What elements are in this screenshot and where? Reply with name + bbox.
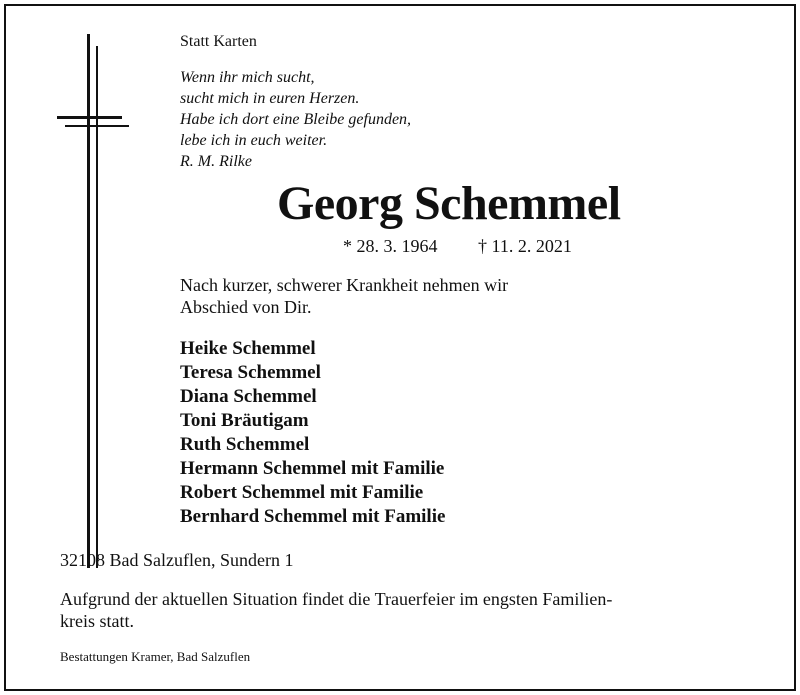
mourner-name: Diana Schemmel — [180, 386, 317, 407]
message-line: Nach kurzer, schwerer Krankheit nehmen wir — [180, 275, 509, 295]
undertaker-credit: Bestattungen Kramer, Bad Salzuflen — [60, 649, 251, 664]
farewell-message — [180, 274, 508, 318]
mourner-name: Heike Schemmel — [180, 338, 316, 359]
poem-line: Habe ich dort eine Bleibe gefunden, — [180, 111, 412, 128]
poem-author: R. M. Rilke — [180, 153, 252, 170]
poem-line: Wenn ihr mich sucht, — [180, 69, 315, 86]
address: 32108 Bad Salzuflen, Sundern 1 — [60, 550, 294, 570]
mourner-name: Hermann Schemmel mit Familie — [180, 458, 445, 479]
poem-line: sucht mich in euren Herzen. — [180, 90, 360, 107]
service-notice — [60, 588, 612, 632]
mourner-name: Toni Bräutigam — [180, 410, 309, 431]
message-line: Abschied von Dir. — [180, 297, 312, 317]
mourner-name: Ruth Schemmel — [180, 434, 310, 455]
poem — [180, 67, 411, 172]
death-date: † 11. 2. 2021 — [478, 236, 572, 256]
service-line: Aufgrund der aktuellen Situation findet die Trauerfeier im engsten Familien- — [60, 589, 613, 609]
mourner-name: Robert Schemmel mit Familie — [180, 482, 424, 503]
cross-horizontal-bar-thin — [65, 125, 129, 127]
deceased-name: Georg Schemmel — [277, 177, 621, 230]
birth-date: * 28. 3. 1964 — [343, 236, 438, 256]
statt-karten-label: Statt Karten — [180, 33, 257, 50]
mourners-list — [180, 337, 445, 529]
service-line: kreis statt. — [60, 611, 134, 631]
mourner-name: Teresa Schemmel — [180, 362, 321, 383]
cross-horizontal-bar — [57, 116, 122, 119]
mourner-name: Bernhard Schemmel mit Familie — [180, 506, 446, 527]
poem-line: lebe ich in euch weiter. — [180, 132, 328, 149]
cross-vertical-bar — [87, 34, 90, 568]
